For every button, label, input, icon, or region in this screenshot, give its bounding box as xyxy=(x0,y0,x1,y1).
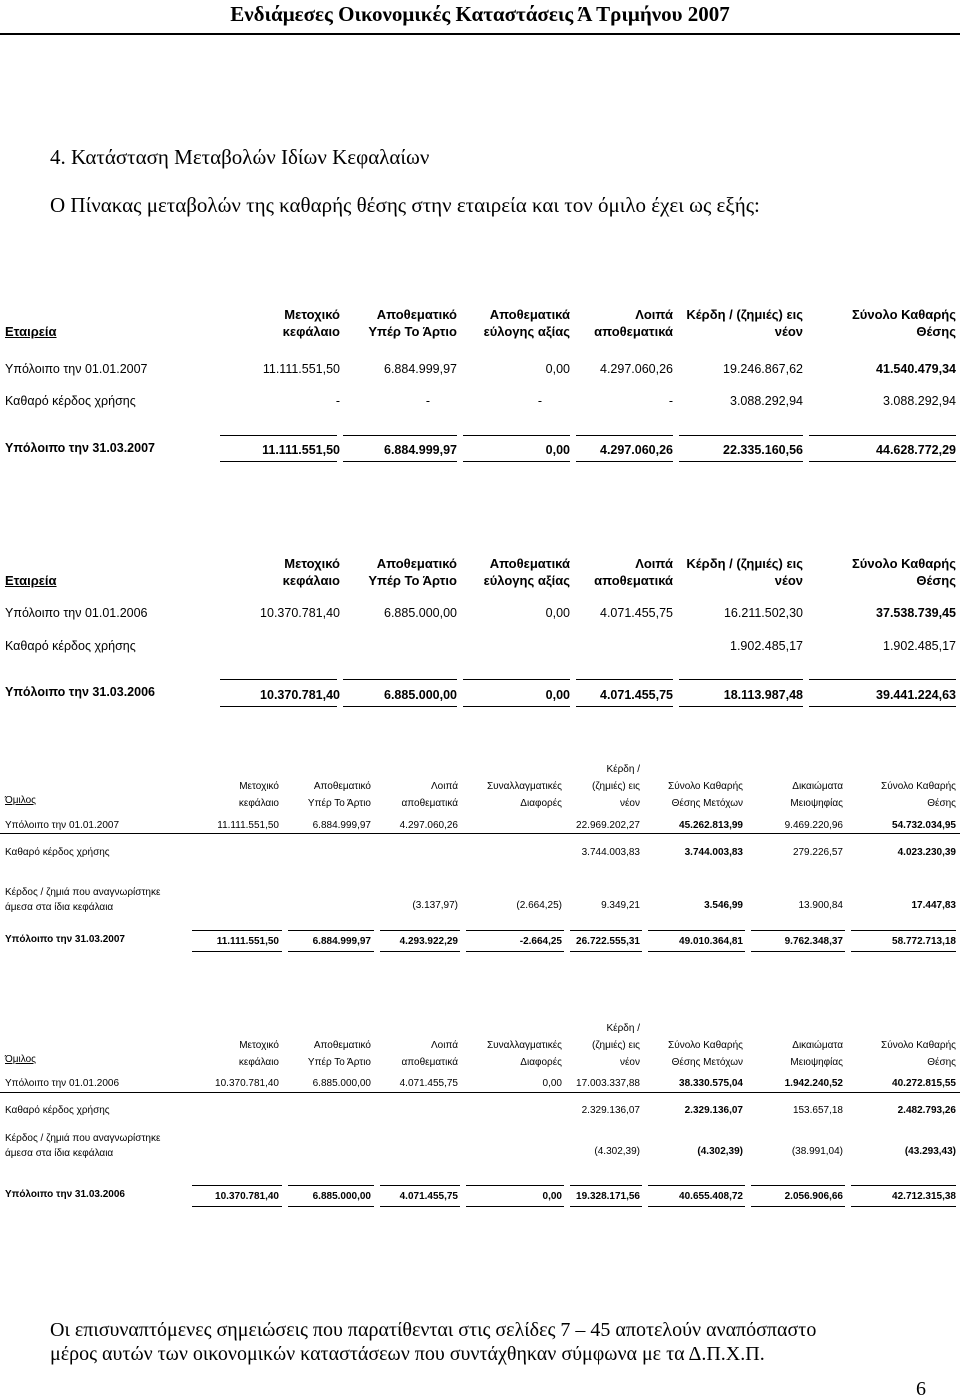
underline xyxy=(648,1206,745,1207)
row-label: Καθαρό κέρδος χρήσης xyxy=(5,1105,110,1116)
cell-value: 45.262.813,99 xyxy=(679,820,743,831)
underline xyxy=(679,706,803,707)
cell-value: 2.482.793,26 xyxy=(897,1105,956,1116)
cell-value: 17.003.337,88 xyxy=(576,1078,640,1089)
cell-value: 49.010.364,81 xyxy=(679,936,743,947)
cell-value: 10.370.781,40 xyxy=(215,1078,279,1089)
col-header-fx-differences: Συναλλαγματικές Διαφορές xyxy=(486,781,562,809)
underline xyxy=(570,930,642,931)
cell-value: 0,00 xyxy=(545,443,570,457)
underline xyxy=(220,706,337,707)
underline xyxy=(343,461,457,462)
cell-value: (4.302,39) xyxy=(697,1146,743,1157)
cell-value: (3.137,97) xyxy=(412,900,458,911)
cell-value: 1.902.485,17 xyxy=(730,639,803,653)
cell-value: 37.538.739,45 xyxy=(876,606,956,620)
cell-value: (4.302,39) xyxy=(594,1146,640,1157)
underline xyxy=(851,1206,956,1207)
footer-note: Οι επισυναπτόμενες σημειώσεις που παρατίθενται στις σελίδες 7 – 45 αποτελούν αναπόσπαστο μέρος αυτών των οικονομικών καταστάσεων που συντάχθηκαν σύμφωνα με τα Δ.Π.Χ.Π. xyxy=(50,1319,817,1365)
col-header-share-capital: Μετοχικό κεφάλαιο xyxy=(282,556,340,588)
underline xyxy=(751,1206,845,1207)
col-header-retained-earnings: Κέρδη / (ζημιές) εις νέον xyxy=(592,764,640,809)
underline xyxy=(751,930,845,931)
cell-value: 4.293.922,29 xyxy=(399,936,458,947)
cell-value: 4.071.455,75 xyxy=(600,688,673,702)
col-header-share-premium: Αποθεματικό Υπέρ Το Άρτιο xyxy=(307,781,371,809)
underline xyxy=(463,461,570,462)
col-header-other-reserves: Λοιπά αποθεματικά xyxy=(594,556,673,588)
col-header-share-capital: Μετοχικό κεφάλαιο xyxy=(238,1040,279,1068)
col-header-fair-value-reserves: Αποθεματικά εύλογης αξίας xyxy=(483,307,570,339)
cell-value: - xyxy=(668,394,673,408)
underline xyxy=(851,951,956,952)
cell-value: - xyxy=(537,394,542,408)
cell-value: 6.885.000,00 xyxy=(312,1191,371,1202)
row-label: Υπόλοιπο την 01.01.2006 xyxy=(5,606,148,620)
cell-value: 39.441.224,63 xyxy=(876,688,956,702)
col-header-share-premium: Αποθεματικό Υπέρ Το Άρτιο xyxy=(368,307,457,339)
underline xyxy=(463,706,570,707)
underline xyxy=(192,951,282,952)
cell-value: 279.226,57 xyxy=(792,847,843,858)
cell-value: 6.885.000,00 xyxy=(384,688,457,702)
underline xyxy=(576,435,673,436)
underline xyxy=(466,1185,564,1186)
row-label: Κέρδος / ζημιά που αναγνωρίστηκε άμεσα στα ίδια κεφάλαια xyxy=(5,1133,161,1159)
underline xyxy=(570,1185,642,1186)
cell-value: 4.297.060,26 xyxy=(399,820,458,831)
cell-value: 3.088.292,94 xyxy=(883,394,956,408)
cell-value: 6.885.000,00 xyxy=(312,1078,371,1089)
col-header-other-reserves: Λοιπά αποθεματικά xyxy=(594,307,673,339)
col-header-share-premium: Αποθεματικό Υπέρ Το Άρτιο xyxy=(368,556,457,588)
underline xyxy=(648,1185,745,1186)
underline xyxy=(380,1206,460,1207)
col-header-minority-interest: Δικαιώματα Μειοψηφίας xyxy=(790,1040,843,1068)
underline xyxy=(343,435,457,436)
col-header-share-capital: Μετοχικό κεφάλαιο xyxy=(238,781,279,809)
cell-value: 9.469.220,96 xyxy=(784,820,843,831)
cell-value: 16.211.502,30 xyxy=(723,606,803,620)
row-label: Κέρδος / ζημιά που αναγνωρίστηκε άμεσα στα ίδια κεφάλαια xyxy=(5,887,161,913)
entity-label: Όμιλος xyxy=(5,1054,36,1065)
cell-value: 1.902.485,17 xyxy=(883,639,956,653)
underline xyxy=(809,679,956,680)
row-label: Υπόλοιπο την 01.01.2007 xyxy=(5,820,120,831)
col-header-share-premium: Αποθεματικό Υπέρ Το Άρτιο xyxy=(307,1040,371,1068)
cell-value: 4.071.455,75 xyxy=(399,1191,458,1202)
entity-label: Εταιρεία xyxy=(5,573,57,588)
underline xyxy=(851,1185,956,1186)
cell-value: 0,00 xyxy=(545,688,570,702)
col-header-total-equity: Σύνολο Καθαρής Θέσης xyxy=(851,556,956,588)
cell-value: (2.664,25) xyxy=(516,900,562,911)
col-header-total-equity: Σύνολο Καθαρής Θέσης xyxy=(851,307,956,339)
col-header-fair-value-reserves: Αποθεματικά εύλογης αξίας xyxy=(483,556,570,588)
underline xyxy=(809,461,956,462)
underline xyxy=(648,930,745,931)
entity-label: Όμιλος xyxy=(5,795,36,806)
cell-value: 17.447,83 xyxy=(911,900,956,911)
cell-value: 3.088.292,94 xyxy=(730,394,803,408)
underline xyxy=(679,461,803,462)
underline xyxy=(576,461,673,462)
col-header-share-capital: Μετοχικό κεφάλαιο xyxy=(282,307,340,339)
underline xyxy=(463,435,570,436)
row-label: Υπόλοιπο την 01.01.2006 xyxy=(5,1078,120,1089)
cell-value: 6.885.000,00 xyxy=(384,606,457,620)
cell-value: 19.328.171,56 xyxy=(576,1191,640,1202)
underline xyxy=(751,1185,845,1186)
row-label: Υπόλοιπο την 31.03.2006 xyxy=(5,685,155,699)
underline xyxy=(751,951,845,952)
entity-label: Εταιρεία xyxy=(5,324,57,339)
cell-value: 58.772.713,18 xyxy=(892,936,956,947)
cell-value: -2.664,25 xyxy=(519,936,562,947)
underline xyxy=(343,706,457,707)
cell-value: 22.969.202,27 xyxy=(576,820,640,831)
underline xyxy=(220,461,337,462)
section-heading: 4. Κατάσταση Μεταβολών Ιδίων Κεφαλαίων xyxy=(50,145,430,169)
cell-value: 6.884.999,97 xyxy=(312,820,371,831)
cell-value: 40.655.408,72 xyxy=(679,1191,743,1202)
cell-value: 11.111.551,50 xyxy=(217,820,279,831)
section-intro: Ο Πίνακας μεταβολών της καθαρής θέσης στην εταιρεία και τον όμιλο έχει ως εξής: xyxy=(50,193,760,217)
row-label: Υπόλοιπο την 31.03.2007 xyxy=(5,934,125,945)
cell-value: 18.113.987,48 xyxy=(723,688,803,702)
underline xyxy=(463,679,570,680)
cell-value: 4.071.455,75 xyxy=(600,606,673,620)
row-label: Υπόλοιπο την 31.03.2007 xyxy=(5,441,155,455)
cell-value: 41.540.479,34 xyxy=(876,362,956,376)
row-label: Καθαρό κέρδος χρήσης xyxy=(5,639,136,653)
underline xyxy=(466,930,564,931)
cell-value: 11.111.551,50 xyxy=(216,936,279,947)
cell-value: 10.370.781,40 xyxy=(215,1191,279,1202)
cell-value: 22.335.160,56 xyxy=(723,443,803,457)
cell-value: 9.349,21 xyxy=(601,900,640,911)
cell-value: 19.246.867,62 xyxy=(723,362,803,376)
underline xyxy=(192,930,282,931)
underline xyxy=(220,435,337,436)
underline xyxy=(576,679,673,680)
cell-value: - xyxy=(335,394,340,408)
underline xyxy=(679,435,803,436)
row-label: Υπόλοιπο την 01.01.2007 xyxy=(5,362,148,376)
col-header-fx-differences: Συναλλαγματικές Διαφορές xyxy=(486,1040,562,1068)
cell-value: 9.762.348,37 xyxy=(784,936,843,947)
cell-value: 3.744.003,83 xyxy=(581,847,640,858)
cell-value: 44.628.772,29 xyxy=(876,443,956,457)
header-rule xyxy=(0,33,960,35)
underline xyxy=(809,435,956,436)
cell-value: 4.071.455,75 xyxy=(399,1078,458,1089)
col-header-total-equity: Σύνολο Καθαρής Θέσης xyxy=(881,1040,956,1068)
underline xyxy=(380,951,460,952)
row-label: Καθαρό κέρδος χρήσης xyxy=(5,847,110,858)
cell-value: 3.546,99 xyxy=(704,900,743,911)
row-divider xyxy=(0,833,960,834)
cell-value: 4.023.230,39 xyxy=(897,847,956,858)
cell-value: 38.330.575,04 xyxy=(679,1078,743,1089)
cell-value: 0,00 xyxy=(542,1191,562,1202)
underline xyxy=(648,951,745,952)
underline xyxy=(570,1206,642,1207)
underline xyxy=(380,1185,460,1186)
underline xyxy=(679,679,803,680)
underline xyxy=(809,706,956,707)
cell-value: 4.297.060,26 xyxy=(600,362,673,376)
underline xyxy=(570,951,642,952)
underline xyxy=(288,951,374,952)
cell-value: 0,00 xyxy=(542,1078,562,1089)
underline xyxy=(343,679,457,680)
underline xyxy=(466,1206,564,1207)
underline xyxy=(576,706,673,707)
page-number: 6 xyxy=(916,1378,926,1400)
col-header-retained-earnings: Κέρδη / (ζημιές) εις νέον xyxy=(686,307,803,339)
cell-value: (38.991,04) xyxy=(791,1146,843,1157)
cell-value: 13.900,84 xyxy=(798,900,843,911)
cell-value: 42.712.315,38 xyxy=(892,1191,956,1202)
cell-value: 0,00 xyxy=(545,606,570,620)
cell-value: 40.272.815,55 xyxy=(892,1078,956,1089)
underline xyxy=(380,930,460,931)
cell-value: 4.297.060,26 xyxy=(600,443,673,457)
document-header-title: Ενδιάμεσες Οικονομικές Καταστάσεις Ά Τριμήνου 2007 xyxy=(230,2,730,26)
row-label: Καθαρό κέρδος χρήσης xyxy=(5,394,136,408)
cell-value: 1.942.240,52 xyxy=(784,1078,843,1089)
underline xyxy=(220,679,337,680)
cell-value: 6.884.999,97 xyxy=(312,936,371,947)
cell-value: 6.884.999,97 xyxy=(384,443,457,457)
underline xyxy=(192,1206,282,1207)
cell-value: 11.111.551,50 xyxy=(262,362,340,376)
cell-value: (43.293,43) xyxy=(904,1146,956,1157)
cell-value: 2.329.136,07 xyxy=(581,1105,640,1116)
col-header-other-reserves: Λοιπά αποθεματικά xyxy=(401,781,458,809)
cell-value: 2.329.136,07 xyxy=(684,1105,743,1116)
row-label: Υπόλοιπο την 31.03.2006 xyxy=(5,1189,125,1200)
col-header-total-equity: Σύνολο Καθαρής Θέσης xyxy=(881,781,956,809)
underline xyxy=(466,951,564,952)
col-header-retained-earnings: Κέρδη / (ζημιές) εις νέον xyxy=(592,1023,640,1068)
cell-value: 2.056.906,66 xyxy=(784,1191,843,1202)
cell-value: 11.111.551,50 xyxy=(262,443,340,457)
cell-value: 10.370.781,40 xyxy=(260,606,340,620)
cell-value: 153.657,18 xyxy=(792,1105,843,1116)
cell-value: - xyxy=(425,394,430,408)
col-header-equity-holders: Σύνολο Καθαρής Θέσης Μετόχων xyxy=(668,1040,743,1068)
cell-value: 0,00 xyxy=(545,362,570,376)
row-divider xyxy=(0,1092,960,1093)
underline xyxy=(288,930,374,931)
cell-value: 6.884.999,97 xyxy=(384,362,457,376)
col-header-other-reserves: Λοιπά αποθεματικά xyxy=(401,1040,458,1068)
underline xyxy=(288,1185,374,1186)
cell-value: 10.370.781,40 xyxy=(260,688,340,702)
underline xyxy=(851,930,956,931)
cell-value: 54.732.034,95 xyxy=(892,820,956,831)
underline xyxy=(192,1185,282,1186)
col-header-minority-interest: Δικαιώματα Μειοψηφίας xyxy=(790,781,843,809)
col-header-retained-earnings: Κέρδη / (ζημιές) εις νέον xyxy=(686,556,803,588)
cell-value: 3.744.003,83 xyxy=(684,847,743,858)
col-header-equity-holders: Σύνολο Καθαρής Θέσης Μετόχων xyxy=(668,781,743,809)
underline xyxy=(288,1206,374,1207)
cell-value: 26.722.555,31 xyxy=(576,936,640,947)
